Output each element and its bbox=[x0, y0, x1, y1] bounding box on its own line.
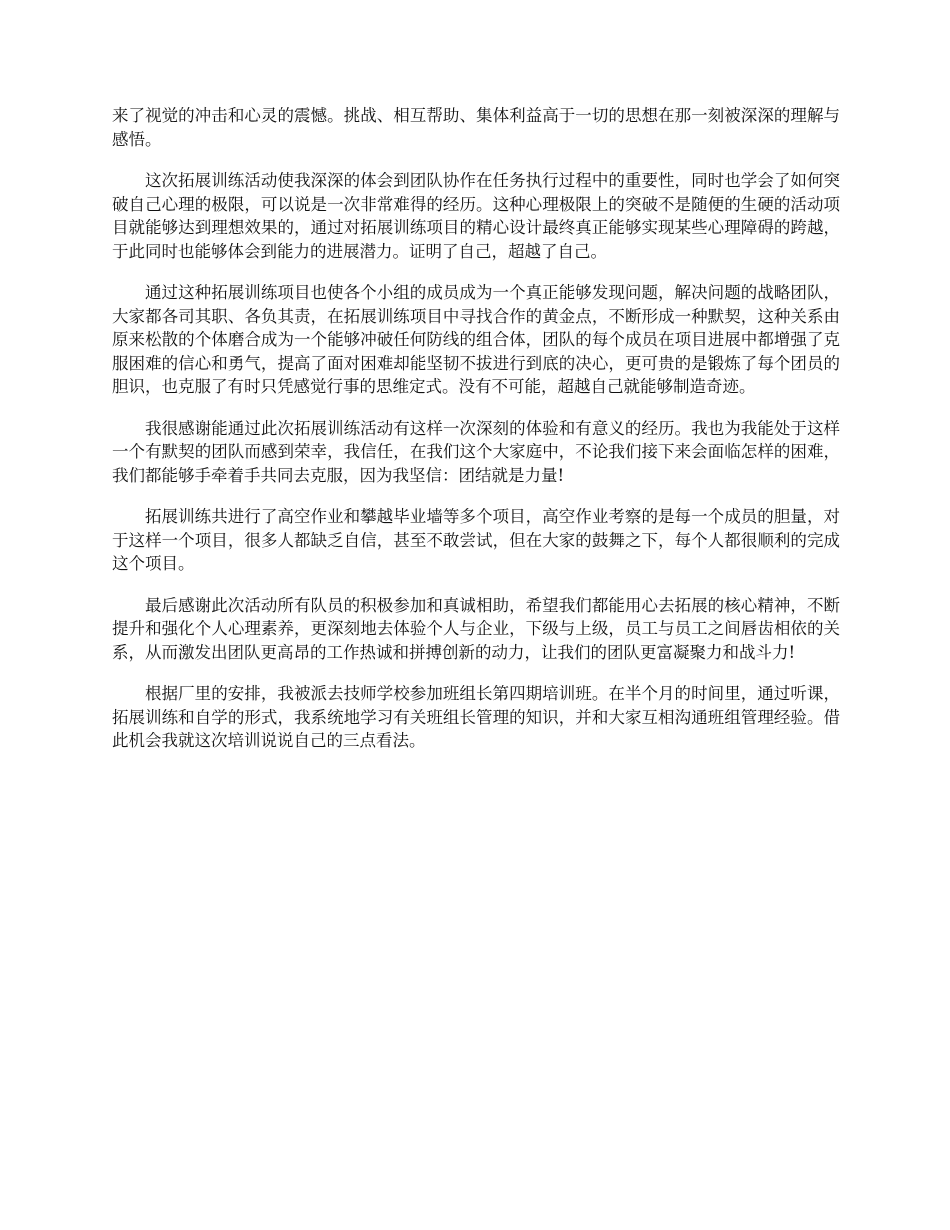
paragraph: 最后感谢此次活动所有队员的积极参加和真诚相助，希望我们都能用心去拓展的核心精神，不断提升和强化个人心理素养，更深刻地去体验个人与企业，下级与上级，员工与员工之间唇齿相依的关系，从而激发出团队更高昂的工作热诚和拼搏创新的动力，让我们的团队更富凝聚力和战斗力! bbox=[112, 595, 840, 662]
paragraph: 通过这种拓展训练项目也使各个小组的成员成为一个真正能够发现问题，解决问题的战略团队，大家都各司其职、各负其责，在拓展训练项目中寻找合作的黄金点，不断形成一种默契，这种关系由原来松散的个体磨合成为一个能够冲破任何防线的组合体，团队的每个成员在项目进展中都增强了克服困难的信心和勇气，提高了面对困难却能坚韧不拔进行到底的决心，更可贵的是锻炼了每个团员的胆识，也克服了有时只凭感觉行事的思维定式。没有不可能，超越自己就能够制造奇迹。 bbox=[112, 283, 840, 396]
paragraph-continuation: 来了视觉的冲击和心灵的震憾。挑战、相互帮助、集体利益高于一切的思想在那一刻被深深的理解与感悟。 bbox=[112, 106, 840, 149]
paragraph: 根据厂里的安排，我被派去技师学校参加班组长第四期培训班。在半个月的时间里，通过听课，拓展训练和自学的形式，我系统地学习有关班组长管理的知识，并和大家互相沟通班组管理经验。借此机会我就这次培训说说自己的三点看法。 bbox=[112, 684, 840, 750]
paragraph: 这次拓展训练活动使我深深的体会到团队协作在任务执行过程中的重要性，同时也学会了如何突破自己心理的极限，可以说是一次非常难得的经历。这种心理极限上的突破不是随便的生硬的活动项目就能够达到理想效果的，通过对拓展训练项目的精心设计最终真正能够实现某些心理障碍的跨越，于此同时也能够体会到能力的进展潜力。证明了自己，超越了自己。 bbox=[112, 171, 840, 261]
paragraph: 拓展训练共进行了高空作业和攀越毕业墙等多个项目，高空作业考察的是每一个成员的胆量，对于这样一个项目，很多人都缺乏自信，甚至不敢尝试，但在大家的鼓舞之下，每个人都很顺利的完成这个项目。 bbox=[112, 507, 840, 573]
document-body bbox=[112, 104, 840, 771]
paragraph: 我很感谢能通过此次拓展训练活动有这样一次深刻的体验和有意义的经历。我也为我能处于这样一个有默契的团队而感到荣幸，我信任，在我们这个大家庭中，不论我们接下来会面临怎样的困难，我们都能够手牵着手共同去克服，因为我坚信：团结就是力量! bbox=[112, 418, 840, 485]
